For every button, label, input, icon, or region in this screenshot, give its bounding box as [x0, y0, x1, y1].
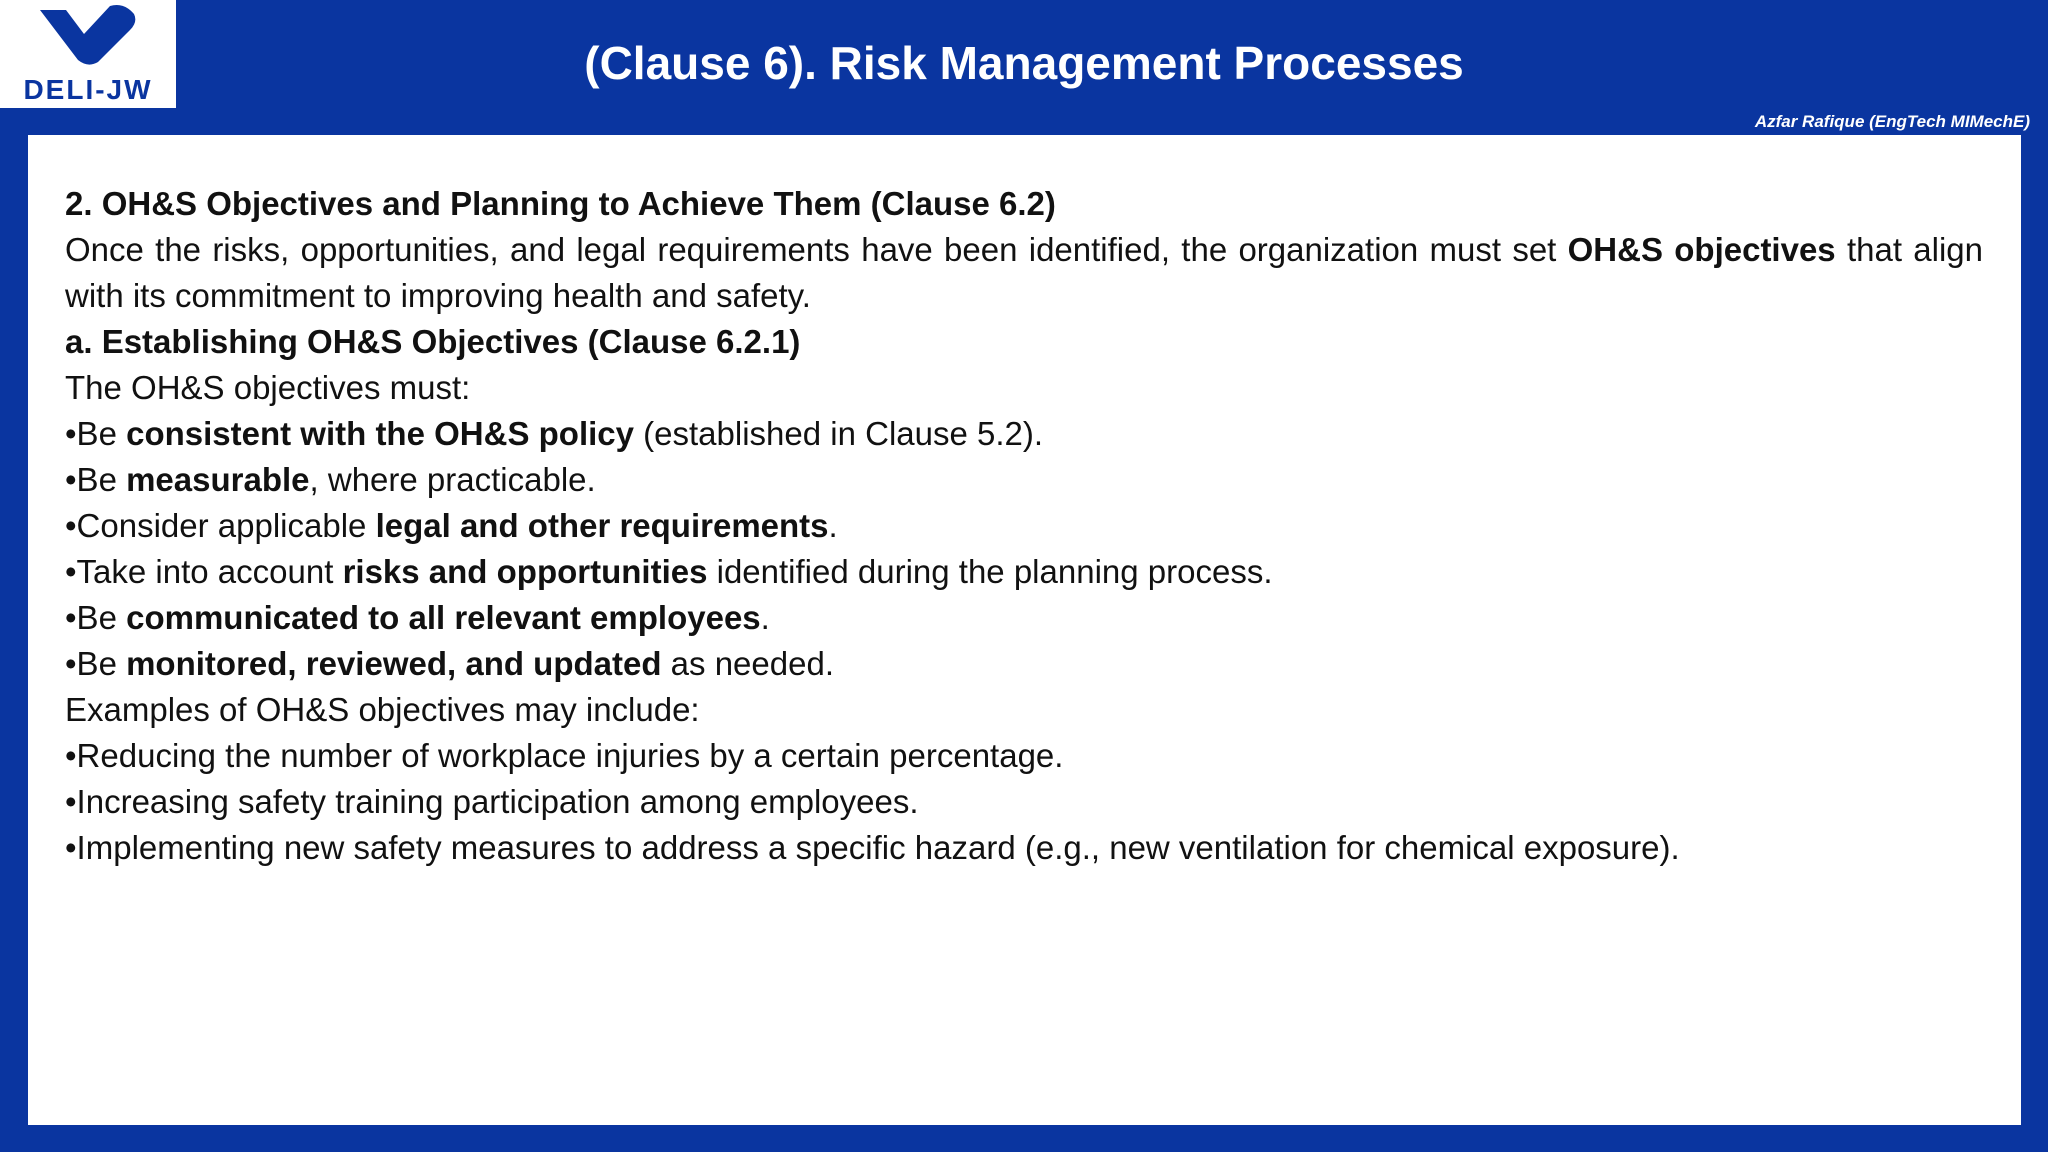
list-item [65, 503, 1983, 549]
list-item-text-end: identified during the planning process. [707, 553, 1273, 590]
list-item-bold: risks and opportunities [342, 553, 708, 590]
list-item-text-end: as needed. [661, 645, 834, 682]
section-heading: 2. OH&S Objectives and Planning to Achieve Them (Clause 6.2) [65, 185, 1056, 222]
list-item-text: •Consider applicable [65, 507, 376, 544]
list-item-text: •Be [65, 461, 127, 498]
list-item-text: •Be [65, 599, 127, 636]
logo-text: DELI-JW [23, 74, 153, 105]
intro-paragraph [65, 227, 1983, 319]
content-panel [28, 135, 2021, 1125]
list-item [65, 457, 1983, 503]
list-item-bold: consistent with the OH&S policy [126, 415, 634, 452]
list-item [65, 549, 1983, 595]
intro-bold: OH&S objectives [1567, 231, 1836, 268]
intro-text-end: that align with its commitment to improving health and safety. [65, 231, 1984, 314]
must-intro: The OH&S objectives must: [65, 369, 471, 406]
list-item-text: •Be [65, 645, 127, 682]
list-item-text-end: . [760, 599, 770, 636]
list-item-text-end: (established in Clause 5.2). [633, 415, 1044, 452]
list-item [65, 411, 1983, 457]
example-item: •Implementing new safety measures to address a specific hazard (e.g., new ventilation for chemical exposure). [65, 829, 1680, 866]
list-item-bold: communicated to all relevant employees [126, 599, 761, 636]
intro-text: Once the risks, opportunities, and legal requirements have been identified, the organization must set [65, 231, 1568, 268]
list-item-text: •Be [65, 415, 127, 452]
example-item: •Increasing safety training participation among employees. [65, 783, 919, 820]
list-item-bold: legal and other requirements [375, 507, 829, 544]
content-body [65, 181, 1983, 871]
slide-title: (Clause 6). Risk Management Processes [584, 37, 1464, 89]
list-item [65, 595, 1983, 641]
list-item-bold: measurable [126, 461, 310, 498]
examples-intro: Examples of OH&S objectives may include: [65, 691, 700, 728]
author-credit: Azfar Rafique (EngTech MIMechE) [1754, 112, 2030, 131]
list-item-text-end: , where practicable. [309, 461, 596, 498]
list-item [65, 641, 1983, 687]
list-item-text: •Take into account [65, 553, 343, 590]
example-item: •Reducing the number of workplace injuries by a certain percentage. [65, 737, 1064, 774]
list-item-bold: monitored, reviewed, and updated [126, 645, 662, 682]
subsection-heading: a. Establishing OH&S Objectives (Clause 6.2.1) [65, 323, 801, 360]
list-item-text-end: . [828, 507, 838, 544]
